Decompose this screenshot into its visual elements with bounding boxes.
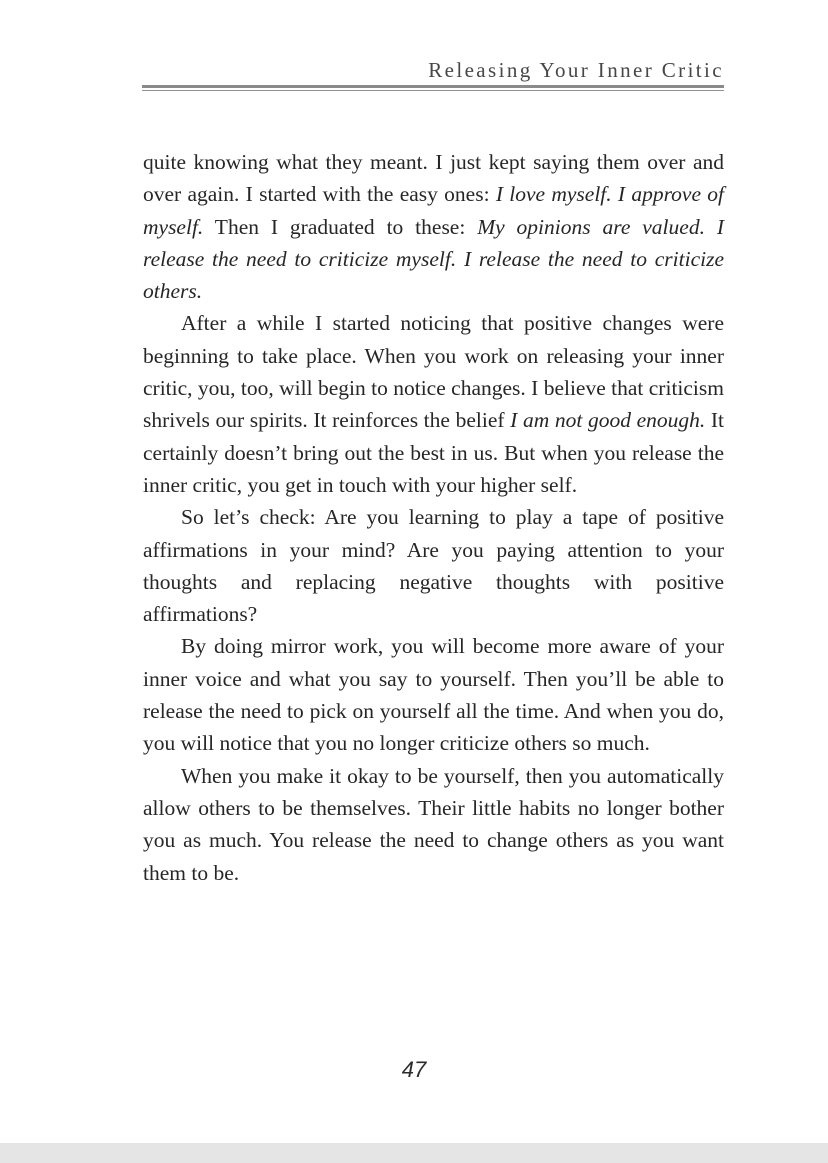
- text-run: quite knowing what they meant. I just kept saying them over and over again. I started with the easy ones:: [143, 150, 724, 207]
- page-body: [143, 146, 724, 889]
- paragraph: [143, 146, 724, 307]
- paragraph: [143, 630, 724, 759]
- italic-text-run: My opinions are valued. I release the need to criticize myself. I release the need to criticize others.: [143, 214, 724, 304]
- text-run: So let’s check: Are you learning to play a tape of positive affirmations in your mind? Are you paying attention to your thoughts and replacing negative thoughts with positive affirmations?: [143, 505, 724, 627]
- text-run: Then I graduated to these:: [203, 214, 478, 239]
- text-run: By doing mirror work, you will become more aware of your inner voice and what you say to yourself. Then you’ll be able to release the need to pick on yourself all the time. And when you do, you will notice that you no longer criticize others so much.: [143, 634, 724, 756]
- page-number: 47: [401, 1057, 427, 1082]
- paragraph: [143, 760, 724, 889]
- text-run: After a while I started noticing that positive changes were beginning to take place. When you work on releasing your inner critic, you, too, will begin to notice changes. I believe that criticism shrivels our spirits. It reinforces the belief: [143, 311, 724, 433]
- desk-surface: [0, 1143, 828, 1163]
- running-header: [142, 58, 724, 83]
- paragraph: [143, 501, 724, 630]
- italic-text-run: I love myself. I approve of myself.: [143, 182, 724, 239]
- running-header-title: Releasing Your Inner Critic: [428, 58, 724, 82]
- italic-text-run: I am not good enough.: [510, 408, 706, 433]
- header-rule: [142, 85, 724, 91]
- text-run: When you make it okay to be yourself, then you automatically allow others to be themselves. Their little habits no longer bother you as much. You release the need to change others as you want them to be.: [143, 763, 724, 885]
- paragraph: [143, 307, 724, 501]
- text-run: It certainly doesn’t bring out the best in us. But when you release the inner critic, you get in touch with your higher self.: [143, 408, 724, 497]
